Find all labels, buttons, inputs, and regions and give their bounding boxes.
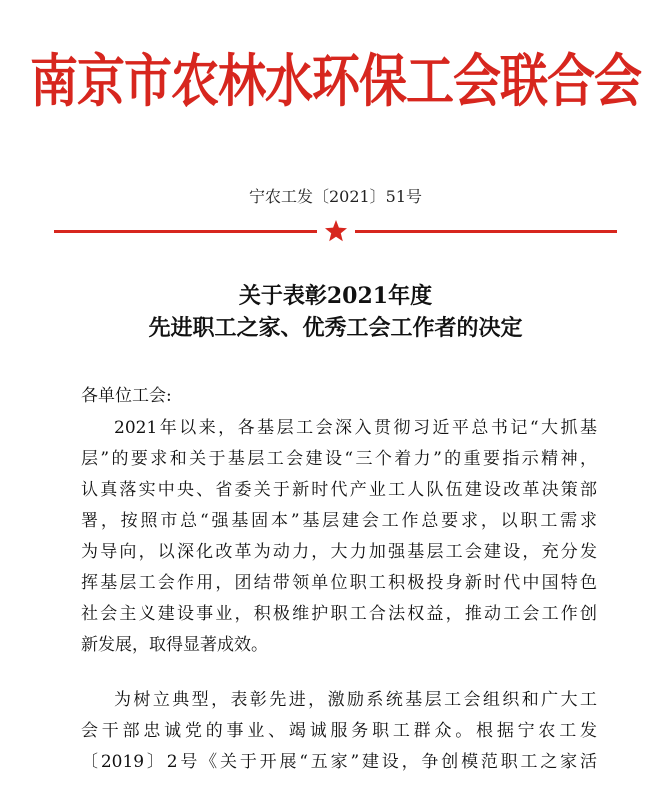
- document-title-line-1: 关于表彰2021年度: [238, 283, 433, 309]
- body-text-line: 挥基层工会作用，团结带领单位职工积极投身新时代中国特色: [81, 573, 597, 593]
- body-text-line: 署，按照市总“强基固本”基层建会工作总要求，以职工需求: [81, 511, 597, 531]
- divider-line-right: [355, 230, 617, 233]
- body-text-line: 新发展，取得显著成效。: [81, 635, 268, 655]
- salutation: 各单位工会:: [81, 386, 172, 406]
- body-text-line: 认真落实中央、省委关于新时代产业工人队伍建设改革决策部: [81, 480, 597, 500]
- red-divider: [54, 224, 617, 242]
- divider-line-left: [54, 230, 317, 233]
- body-text-line: 为导向，以深化改革为动力，大力加强基层工会建设，充分发: [81, 542, 597, 562]
- body-text-line: 2021年以来，各基层工会深入贯彻习近平总书记“大抓基: [114, 418, 597, 438]
- body-text-line: 社会主义建设事业，积极维护职工合法权益，推动工会工作创: [81, 604, 597, 624]
- document-title-line-2: 先进职工之家、优秀工会工作者的决定: [148, 315, 523, 341]
- body-text-line: 〔2019〕2号《关于开展“五家”建设，争创模范职工之家活: [81, 752, 597, 772]
- document-number: 宁农工发〔2021〕51号: [248, 187, 423, 206]
- body-text-line: 为树立典型，表彰先进，激励系统基层工会组织和广大工: [114, 690, 597, 710]
- body-text-line: 会干部忠诚党的事业、竭诚服务职工群众。根据宁农工发: [81, 721, 597, 741]
- body-text-line: 层”的要求和关于基层工会建设“三个着力”的重要指示精神，: [81, 449, 597, 469]
- issuer-header: 南京市农林水环保工会联合会: [29, 48, 641, 115]
- star-icon: [324, 219, 348, 243]
